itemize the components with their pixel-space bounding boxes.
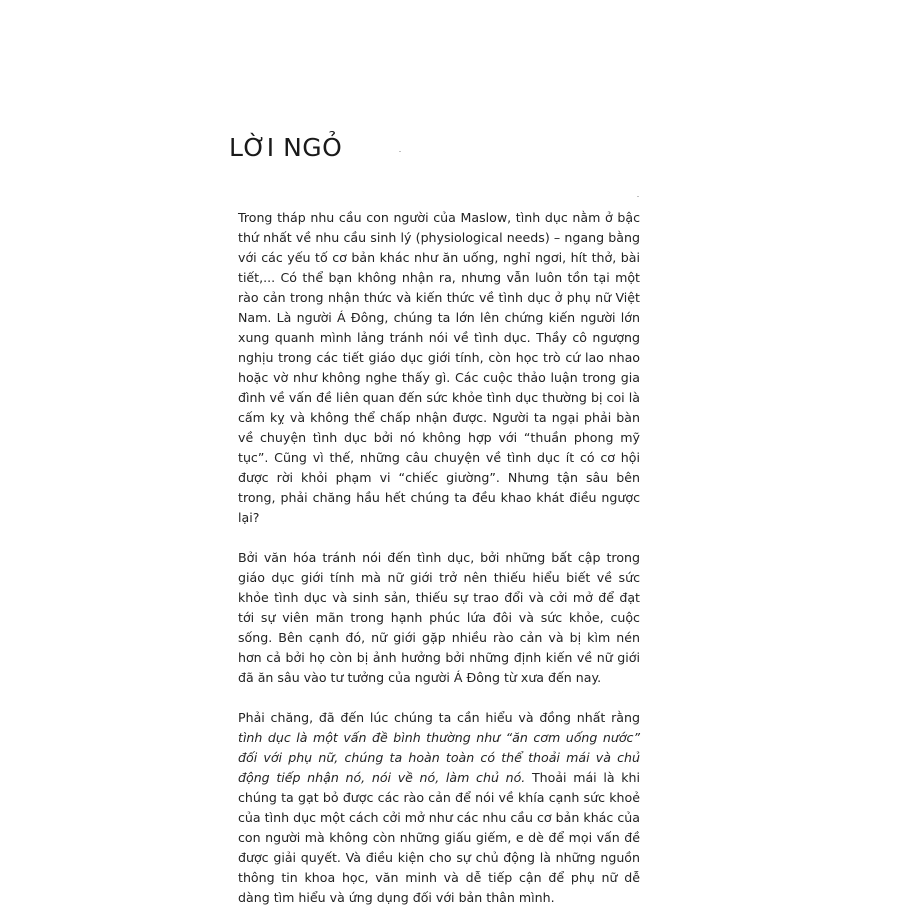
paragraph-3 xyxy=(238,708,640,908)
body-text xyxy=(238,208,640,908)
paragraph-3-rest: Thoải mái là khi chúng ta gạt bỏ được các rào cản để nói về khía cạnh sức khoẻ của tình dục một cách cởi mở như các nhu cầu cơ bản khác của con người mà không còn những giấu giếm, e dè để mọi vấn đề được giải quyết. Và điều kiện cho sự chủ động là những nguồn thông tin khoa học, văn minh và dễ tiếp cận để phụ nữ dễ dàng tìm hiểu và ứng dụng đối với bản thân mình. xyxy=(238,770,640,905)
paper-speck xyxy=(637,196,639,197)
paragraph-1: Trong tháp nhu cầu con người của Maslow, tình dục nằm ở bậc thứ nhất về nhu cầu sinh lý (physiological needs) – ngang bằng với các yếu tố cơ bản khác như ăn uống, nghỉ ngơi, hít thở, bài tiết,... Có thể bạn không nhận ra, nhưng vẫn luôn tồn tại một rào cản trong nhận thức và kiến thức về tình dục ở phụ nữ Việt Nam. Là người Á Đông, chúng ta lớn lên chứng kiến người lớn xung quanh mình lảng tránh nói về tình dục. Thầy cô ngượng nghịu trong các tiết giáo dục giới tính, còn học trò cứ lao nhao hoặc vờ như không nghe thấy gì. Các cuộc thảo luận trong gia đình về vấn đề liên quan đến sức khỏe tình dục thường bị coi là cấm kỵ và không thể chấp nhận được. Người ta ngại phải bàn về chuyện tình dục bởi nó không hợp với “thuần phong mỹ tục”. Cũng vì thế, những câu chuyện về tình dục ít có cơ hội được rời khỏi phạm vi “chiếc giường”. Nhưng tận sâu bên trong, phải chăng hầu hết chúng ta đều khao khát điều ngược lại? xyxy=(238,210,640,525)
paragraph-2: Bởi văn hóa tránh nói đến tình dục, bởi những bất cập trong giáo dục giới tính mà nữ giới trở nên thiếu hiểu biết về sức khỏe tình dục và sinh sản, thiếu sự trao đổi và cởi mở để đạt tới sự viên mãn trong hạnh phúc lứa đôi và sức khỏe, cuộc sống. Bên cạnh đó, nữ giới gặp nhiều rào cản và bị kìm nén hơn cả bởi họ còn bị ảnh hưởng bởi những định kiến về nữ giới đã ăn sâu vào tư tưởng của người Á Đông từ xưa đến nay. xyxy=(238,550,640,685)
page-title: LỜI NGỎ xyxy=(229,133,343,162)
paragraph-3-lead: Phải chăng, đã đến lúc chúng ta cần hiểu và đồng nhất rằng xyxy=(238,710,640,725)
paper-speck xyxy=(399,151,401,152)
paragraph-3-emphasis: tình dục là một vấn đề bình thường như “ăn cơm uống nước” đối với phụ nữ, chúng ta hoàn toàn có thể thoải mái và chủ động tiếp nhận nó, nói về nó, làm chủ nó. xyxy=(238,730,640,785)
